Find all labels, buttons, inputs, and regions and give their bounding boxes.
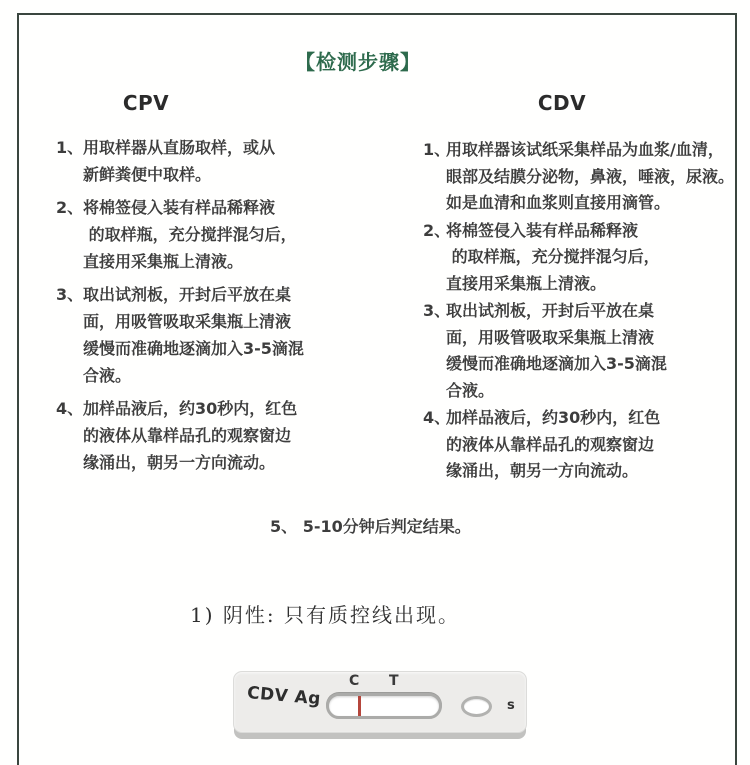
test-line-label: T — [389, 673, 399, 689]
step-line: 的液体从靠样品孔的观察窗边 — [446, 434, 655, 454]
step-item — [423, 218, 737, 298]
step-line: 如是血清和血浆则直接用滴管。 — [446, 193, 671, 212]
step-line: 面，用吸管吸取采集瓶上清液 — [83, 312, 292, 331]
step-number: 1、 — [423, 140, 451, 159]
step-item — [423, 137, 737, 217]
page-title: 【检测步骤】 — [295, 50, 421, 74]
cassette-label: CDV Ag — [246, 683, 322, 710]
step-line: 缘涌出，朝另一方向流动。 — [83, 453, 276, 472]
step-line: 直接用采集瓶上清液。 — [83, 252, 244, 271]
step-number: 3、 — [423, 301, 451, 320]
step-text — [446, 298, 737, 404]
step-item — [56, 281, 368, 389]
step-number: 2、 — [56, 198, 84, 217]
step-line: 取出试剂板，开封后平放在桌 — [83, 285, 292, 304]
step-line: 的取样瓶，充分搅拌混匀后， — [83, 225, 297, 244]
negative-result-note: 1) 阴性: 只有质控线出现。 — [190, 603, 460, 627]
step-line: 将棉签侵入装有样品稀释液 — [446, 220, 639, 240]
step-item — [423, 405, 737, 485]
step-line: 直接用采集瓶上清液。 — [446, 273, 607, 293]
step-line: 的取样瓶，充分搅拌混匀后， — [446, 247, 660, 266]
step-line: 缓慢而准确地逐滴加入3-5滴混 — [446, 354, 667, 373]
step-number: 4、 — [56, 399, 84, 418]
step-line: 新鲜粪便中取样。 — [83, 165, 212, 184]
step-number: 1、 — [56, 138, 84, 157]
cpv-heading: CPV — [122, 91, 170, 115]
step-item — [423, 298, 737, 404]
cpv-steps-list — [56, 134, 368, 476]
sample-well — [461, 696, 492, 717]
step-line: 缓慢而准确地逐滴加入3-5滴混 — [83, 339, 304, 358]
cdv-steps-list — [423, 137, 737, 485]
step-line: 加样品液后，约30秒内，红色 — [446, 408, 661, 427]
sample-well-label: s — [507, 698, 515, 713]
final-step-text: 5、 5-10分钟后判定结果。 — [270, 517, 471, 536]
step-text — [83, 395, 368, 476]
step-line: 将棉签侵入装有样品稀释液 — [83, 198, 276, 217]
step-text — [83, 134, 368, 188]
cdv-heading: CDV — [537, 91, 587, 115]
step-number: 4、 — [423, 408, 451, 427]
step-line: 缘涌出，朝另一方向流动。 — [446, 461, 639, 480]
step-line: 合液。 — [83, 366, 132, 385]
step-line: 取出试剂板，开封后平放在桌 — [446, 301, 655, 320]
test-cassette — [233, 671, 527, 733]
step-line: 用取样器从直肠取样，或从 — [83, 138, 276, 157]
step-text — [446, 218, 737, 298]
step-text — [446, 137, 737, 217]
step-number: 3、 — [56, 285, 84, 304]
step-item — [56, 395, 368, 476]
step-number: 2、 — [423, 220, 451, 240]
step-item — [56, 134, 368, 188]
control-line — [358, 696, 361, 716]
step-line: 面，用吸管吸取采集瓶上清液 — [446, 327, 655, 347]
step-line: 合液。 — [446, 380, 495, 400]
step-item — [56, 194, 368, 275]
step-line: 加样品液后，约30秒内，红色 — [83, 399, 298, 418]
step-text — [446, 405, 737, 485]
step-text — [83, 194, 368, 275]
result-window — [326, 693, 442, 719]
step-text — [83, 281, 368, 389]
step-line: 用取样器该试纸采集样品为血浆/血清， — [446, 140, 724, 159]
control-line-label: C — [349, 673, 360, 689]
step-line: 眼部及结膜分泌物，鼻液，唾液，尿液。 — [446, 166, 735, 186]
step-line: 的液体从靠样品孔的观察窗边 — [83, 426, 292, 445]
